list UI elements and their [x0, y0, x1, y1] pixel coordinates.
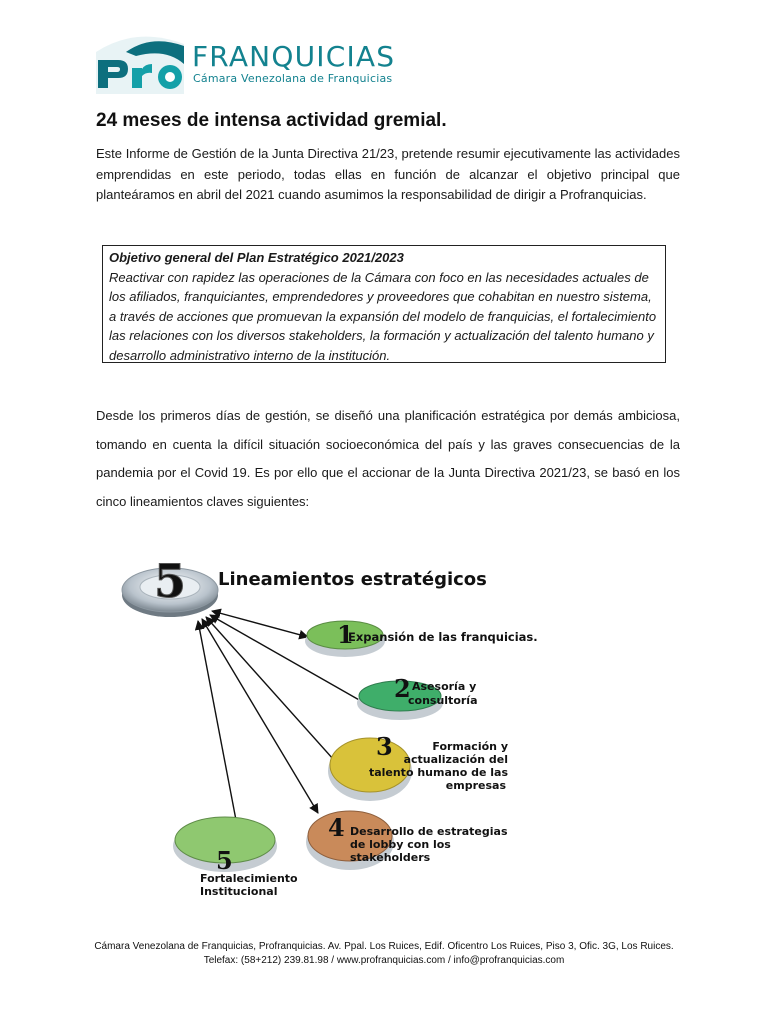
lineamiento-1-number: 1 — [337, 620, 354, 649]
lineamiento-3-label-4: empresas — [445, 779, 506, 792]
lineamiento-4-number: 4 — [328, 813, 345, 842]
lineamiento-5-label-2: Institucional — [200, 885, 278, 898]
lineamiento-5 — [173, 817, 298, 898]
lineamiento-4-label-1: Desarrollo de estrategias — [350, 825, 508, 838]
lineamiento-2-number: 2 — [394, 674, 411, 703]
brand-subtitle: Cámara Venezolana de Franquicias — [193, 72, 393, 85]
hub-title: Lineamientos estratégicos — [218, 569, 487, 590]
lineamiento-3-label-3: talento humano de las — [368, 766, 508, 779]
lineamiento-5-label-1: Fortalecimiento — [200, 872, 298, 885]
lineamiento-3-label-2: actualización del — [403, 753, 508, 766]
strategic-lines-diagram — [120, 545, 540, 905]
lineamiento-2-label-2: consultoría — [408, 694, 478, 707]
lineamiento-2-label-1: Asesoría y — [412, 680, 477, 693]
lineamiento-3 — [328, 732, 508, 801]
objective-title: Objetivo general del Plan Estratégico 2021/2023 — [109, 250, 404, 265]
lineamiento-3-number: 3 — [376, 732, 393, 761]
objective-box — [102, 245, 666, 363]
lineamiento-5-number: 5 — [216, 846, 233, 875]
hub-number: 5 — [153, 554, 187, 608]
intro-paragraph: Este Informe de Gestión de la Junta Directiva 21/23, pretende resumir ejecutivamente las actividades emprendidas en este periodo, todas ellas en función de alcanzar el objetivo principal que planteáramos en abril del 2021 cuando asumimos la responsabilidad de dirigir a Profranquicias. — [96, 146, 680, 202]
footer-contact: Telefax: (58+212) 239.81.98 / www.profranquicias.com / info@profranquicias.com — [203, 955, 565, 966]
brand-name: FRANQUICIAS — [192, 40, 396, 73]
lineamiento-2 — [357, 674, 478, 720]
lineamiento-4 — [306, 811, 508, 870]
second-paragraph: Desde los primeros días de gestión, se diseñó una planificación estratégica por demás ambiciosa, tomando en cuenta la difícil situación socioeconómica del país y las graves consecuencias de la pandemia por el Covid 19. Es por ello que el accionar de la Junta Directiva 2021/23, se basó en los cinco lineamientos claves siguientes: — [96, 408, 680, 509]
lineamiento-3-label-1: Formación y — [432, 740, 508, 753]
lineamiento-1-label: Expansión de las franquicias. — [348, 630, 538, 644]
lineamiento-1 — [305, 620, 538, 657]
page-title: 24 meses de intensa actividad gremial. — [96, 110, 447, 131]
footer-address: Cámara Venezolana de Franquicias, Profranquicias. Av. Ppal. Los Ruices, Edif. Oficentro Los Ruices, Piso 3, Ofic. 3G, Los Ruices. — [94, 941, 674, 952]
lineamiento-4-label-3: stakeholders — [350, 851, 431, 864]
lineamiento-4-label-2: de lobby con los — [350, 838, 451, 851]
objective-body: Reactivar con rapidez las operaciones de la Cámara con foco en las necesidades actuales de los afiliados, franquiciantes, emprendedores y proveedores que cohabitan en nuestro sistema, a través de acciones que promuevan la expansión del modelo de franquicias, el fortalecimiento las relaciones con los diversos stakeholders, la formación y actualización del talento humano y desarrollo administrativo interno de la institución. — [109, 269, 657, 363]
